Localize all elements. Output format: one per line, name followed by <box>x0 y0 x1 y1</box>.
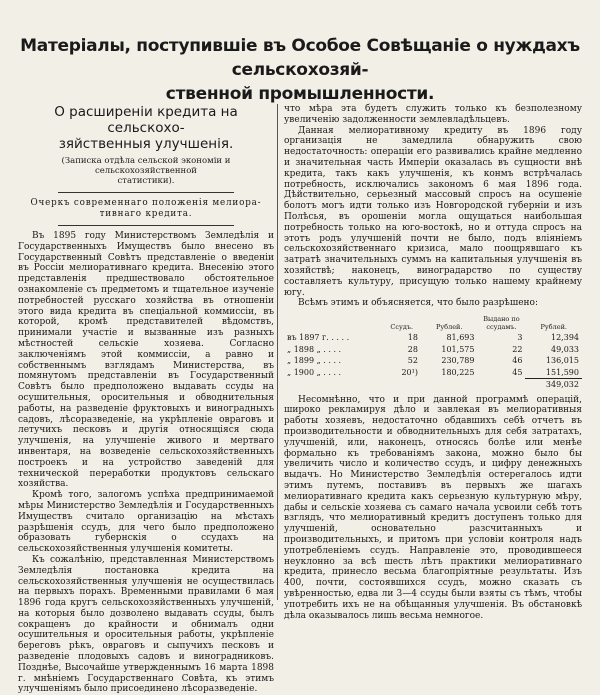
table-cell: въ 1897 г. . . . . <box>287 333 350 343</box>
table-header: Рублей. <box>435 322 463 331</box>
article-title: О расширеніи кредита на сельскохо- зяйственныя улучшенія. <box>54 104 238 152</box>
table-cell: 136,015 <box>545 356 579 366</box>
table-total: 349,032 <box>525 379 582 391</box>
table-cell: „ 1898 „ . . . . <box>287 344 342 354</box>
loans-table <box>284 315 582 391</box>
table-cell: 45 <box>512 367 523 377</box>
table-row <box>284 344 582 356</box>
table-header-row <box>284 315 582 332</box>
right-paragraph-continued: что мѣра эта будетъ служить только къ безполезному увеличенію задолженности землевладѣльцевъ. <box>284 104 582 125</box>
right-paragraph-1: Данная мелиоративному кредиту въ 1896 году организація не замедлила обнаружить свою недостаточность: операціи его развивались крайне медленно и значительная часть Имперіи оказалась въ сущности внѣ кредита, такъ какъ улучшенія, къ конмъ встрѣчалась потребность, исключались закономъ 6 мая 1896 года. Дѣйствительно, серьезный массовый спросъ на осушеніе болотъ могъ идти только изъ Новгородской губерніи и изъ Полѣсья, въ орошеніи могла ощущаться наибольшая потребность только на юго-востокѣ, но и оттуда спросъ на этотъ родъ улучшеній почти не было, подъ вліяніемъ сельскохозяйственнаго кризиса, мало поощрявшаго къ затратѣ значительныхъ суммъ на капитальныя улучшенія въ хозяйствѣ; наконецъ, виноградарство по существу составляетъ культуру, присущую только нашему крайнему югу. <box>284 125 582 298</box>
table-cell: 180,225 <box>441 367 475 377</box>
table-cell: 20¹) <box>401 367 418 377</box>
table-cell: „ 1900 „ . . . . <box>287 367 342 377</box>
table-cell: 22 <box>512 344 523 354</box>
section-divider-bottom <box>58 225 234 226</box>
left-paragraph-1: Въ 1895 году Министерствомъ Земледѣлія и Государственныхъ Имуществъ было внесено въ Государственный Совѣтъ представленіе о введеніи въ Россіи мелиоративнаго кредита. Внесенію этого представленія предшествовало обстоятельное ознакомленіе съ предметомъ и тщательное изученіе потребностей русскаго хозяйства въ отношеніи этого вида кредита въ спеціальной коммиссіи, въ которой, кромѣ представителей вѣдомствъ, принимали участіе и вызванные изъ разныхъ мѣстностей сельскіе хозяева. Согласно заключеніямъ этой коммиссіи, а равно и собственнымъ взглядамъ Министерства, въ помянутомъ представленіи въ Государственный Совѣтъ было предположено выдавать ссуды на осушительныя, оросительныя и обводнительныя работы, на разведеніе фруктовыхъ и виноградныхъ садовъ, лѣсоразведеніе, на укрѣпленіе овраговъ и летучихъ песковъ и другія относящіяся сюда улучшенія, на улучшеніе живого и мертваго инвентаря, на возведеніе сельскохозяйственныхъ построекъ и на устройство заведеній для технической переработки продуктовъ сельскаго хозяйства. <box>18 231 274 490</box>
table-row <box>284 367 582 379</box>
table-cell: 28 <box>407 344 418 354</box>
left-column <box>18 104 274 695</box>
table-cell: 81,693 <box>446 333 475 343</box>
table-cell: 49,033 <box>551 344 579 354</box>
table-cell: 12,394 <box>551 333 579 343</box>
left-paragraph-2: Кромѣ того, залогомъ успѣха предпринимаемой мѣры Министерство Земледѣлія и Государственныхъ Имуществъ считало организацію на мѣстахъ разрѣшенія ссудъ, для чего было предположено образовать губернскія о ссудахъ на сельскохозяйственныя улучшенія комитеты. <box>18 490 274 555</box>
section-divider <box>58 192 234 193</box>
section-heading: Очеркъ современнаго положенія мелиора- тивнаго кредита. <box>30 198 262 219</box>
table-header: Выдано по ссудамъ. <box>483 315 520 331</box>
article-subtitle: (Записка отдѣла сельской экономіи и сельскохозяйственной статистики). <box>61 156 231 186</box>
right-paragraph-3: Несомнѣнно, что и при данной программѣ операцій, широко рекламируя дѣло и завлекая въ мелиоративныя работы хозяевъ, недостаточно обдавшихъ себѣ отчетъ въ производительности и обводнительныхъ для себя затратахъ, улучшеній, или, наконецъ, относясь болѣе или менѣе формально къ требованіямъ закона, можно было бы увеличить число и количество ссудъ, и цифру денежныхъ выдачъ. Но Министерство Земледѣлія остерегалось идти этимъ путемъ, поставивъ въ первыхъ же шагахъ мелиоративнаго кредита какъ серьезную культурную мѣру, дабы и сельскіе хозяева съ самаго начала усвоили себѣ тотъ взглядъ, что мелиоративный кредитъ доступенъ только для улучшеній, основательно разсчитанныхъ и производительныхъ, и притомъ при условіи контроля надъ употребленіемъ ссудъ. Направленіе это, проводившееся неуклонно за всѣ шесть лѣтъ практики мелиоративнаго кредита, принесло весьма благопріятные результаты. Изъ 400, почти, состоявшихся ссудъ, можно сказать съ увѣренностью, едва ли 3—4 ссуды были взяты съ тѣмъ, чтобы употребить ихъ не на обѣщанныя улучшенія. Въ обстановкѣ дѣла оказывалось лишь весьма немногое. <box>284 394 582 621</box>
table-header <box>284 315 382 332</box>
right-column <box>284 104 582 621</box>
column-divider <box>277 104 278 600</box>
table-header: Ссудъ. <box>390 322 414 331</box>
table-cell: 46 <box>512 356 523 366</box>
table-cell: „ 1899 „ . . . . <box>287 356 342 366</box>
right-paragraph-2: Всѣмъ этимъ и объясняется, что было разрѣшено: <box>298 298 538 309</box>
left-paragraph-3: Къ сожалѣнію, представленная Министерствомъ Земледѣлія постановка кредита на сельскохозяйственныя улучшенія не осуществилась на первыхъ порахъ. Временными правилами 6 мая 1896 года кругъ сельскохозяйственныхъ улучшеній, на которыя было дозволено выдавать ссуды, былъ сокращенъ до крайности и обнималъ одни осушительныя и оросительныя работы, укрѣпленіе береговъ рѣкъ, овраговъ и сыпучихъ песковъ и разведеніе плодовыхъ садовъ и виноградниковъ. Позднѣе, Высочайше утвержденнымъ 16 марта 1898 г. мнѣніемъ Государственнаго Совѣта, къ этимъ улучшеніямъ было присоединено лѣсоразведеніе. <box>18 554 274 695</box>
table-cell: 101,575 <box>441 344 475 354</box>
table-cell: 52 <box>407 356 418 366</box>
table-cell: 151,590 <box>545 367 579 377</box>
table-cell: 18 <box>407 333 418 343</box>
table-cell: 3 <box>517 333 523 343</box>
table-row <box>284 355 582 367</box>
page-title: Матеріалы, поступившіе въ Особое Совѣщаніе о нуждахъ сельскохозяй- ственной промышленности. <box>20 36 580 104</box>
table-total-row <box>284 379 582 391</box>
table-header: Рублей. <box>540 322 567 331</box>
table-row <box>284 332 582 344</box>
table-cell: 230,789 <box>441 356 475 366</box>
